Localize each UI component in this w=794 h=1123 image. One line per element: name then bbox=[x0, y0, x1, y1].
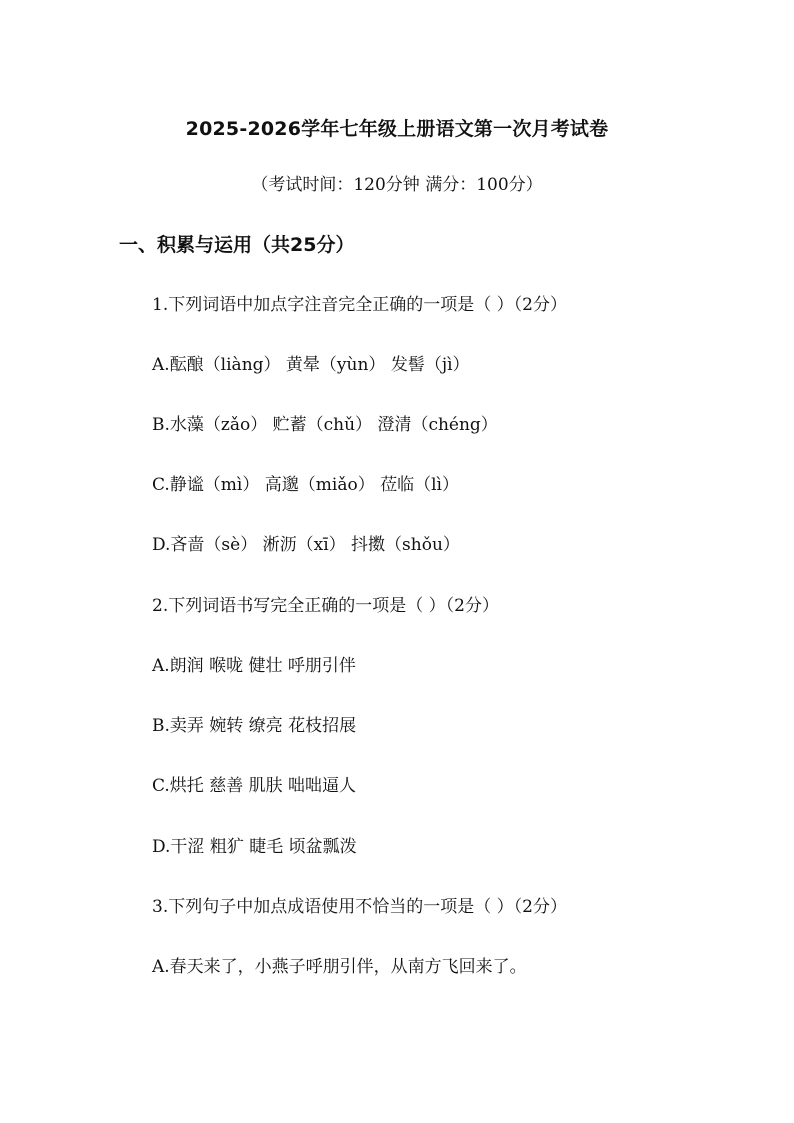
question-1-option-c: C.静谧（mì） 高邈（miǎo） 莅临（lì） bbox=[152, 475, 459, 495]
exam-title: 2025-2026学年七年级上册语文第一次月考试卷 bbox=[185, 118, 609, 140]
question-3: 3.下列句子中加点成语使用不恰当的一项是（ ）（2分） bbox=[152, 897, 567, 917]
question-2-option-a: A.朗润 喉咙 健壮 呼朋引伴 bbox=[152, 656, 356, 676]
question-1: 1.下列词语中加点字注音完全正确的一项是（ ）（2分） bbox=[152, 295, 567, 315]
question-3-option-a: A.春天来了，小燕子呼朋引伴，从南方飞回来了。 bbox=[152, 957, 527, 977]
question-1-option-a: A.酝酿（liàng） 黄晕（yùn） 发髻（jì） bbox=[152, 355, 470, 375]
question-2-option-c: C.烘托 慈善 肌肤 咄咄逼人 bbox=[152, 776, 357, 796]
section-heading: 一、积累与运用（共25分） bbox=[119, 234, 355, 256]
question-1-option-d: D.吝啬（sè） 淅沥（xī） 抖擞（shǒu） bbox=[152, 535, 460, 555]
question-1-option-b: B.水藻（zǎo） 贮蓄（chǔ） 澄清（chéng） bbox=[152, 415, 498, 435]
question-2: 2.下列词语书写完全正确的一项是（ ）（2分） bbox=[152, 596, 499, 616]
question-2-option-b: B.卖弄 婉转 缭亮 花枝招展 bbox=[152, 716, 357, 736]
question-2-option-d: D.干涩 粗犷 睫毛 顷盆瓢泼 bbox=[152, 837, 357, 857]
exam-subtitle: （考试时间：120分钟 满分：100分） bbox=[251, 175, 543, 195]
